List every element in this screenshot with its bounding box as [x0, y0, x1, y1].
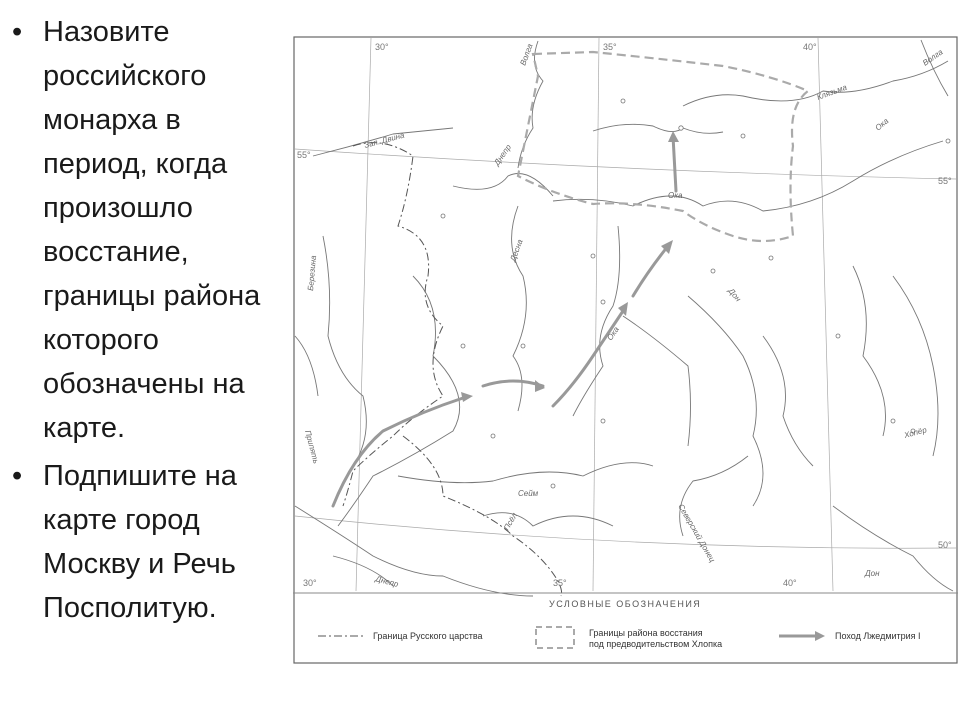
- legend-uprising-line: под предводительством Хлопка: [589, 639, 723, 649]
- bullet-icon: •: [12, 16, 23, 48]
- longitude-label: 40°: [803, 42, 817, 52]
- river-label: Десна: [508, 238, 525, 263]
- question-text: Назовите российского монарха в период, когда произошло восстание, границы района которого обозначены на карте.: [43, 16, 261, 444]
- river-label: Волга: [518, 42, 535, 67]
- legend-title: УСЛОВНЫЕ ОБОЗНАЧЕНИЯ: [549, 599, 702, 609]
- river-label: Припять: [303, 429, 321, 465]
- river-label: Ока: [873, 116, 891, 133]
- river-label: Сейм: [518, 489, 539, 498]
- river-label: Ока: [605, 325, 621, 343]
- longitude-label: 35°: [603, 42, 617, 52]
- bullet-icon: •: [12, 460, 23, 492]
- river-label: Днепр: [492, 142, 514, 168]
- river-label: Зап. Двина: [363, 130, 406, 150]
- river-label: Северский Донец: [676, 502, 717, 564]
- outline-map: [293, 36, 958, 664]
- latitude-label: 55°: [297, 150, 311, 160]
- river-label: Ока: [668, 191, 683, 200]
- longitude-label: 40°: [783, 578, 797, 588]
- latitude-label: 50°: [938, 540, 952, 550]
- river-label: Дон: [726, 286, 743, 304]
- river-label: Хопёр: [903, 425, 928, 440]
- latitude-label: 55°: [938, 176, 952, 186]
- river-label: Березина: [306, 255, 319, 292]
- river-label: Волга: [920, 47, 945, 68]
- question-text: Подпишите на карте город Москву и Речь Посполитую.: [43, 460, 237, 624]
- river-label: Днепр: [374, 574, 400, 589]
- legend-border-label: Граница Русского царства: [373, 631, 483, 641]
- map-frame: [294, 37, 957, 663]
- question-list: [8, 10, 278, 634]
- longitude-label: 35°: [553, 578, 567, 588]
- river-label: Дон: [865, 569, 880, 578]
- longitude-label: 30°: [375, 42, 389, 52]
- question-item: [8, 10, 278, 450]
- question-item: [8, 454, 278, 630]
- river-label: Клязьма: [815, 82, 849, 102]
- river-label: Псёл: [501, 511, 520, 532]
- legend-uprising-line: Границы района восстания: [589, 628, 703, 638]
- longitude-label: 30°: [303, 578, 317, 588]
- legend-uprising-label: [589, 628, 722, 649]
- legend-campaign-label: Поход Лжедмитрия I: [835, 631, 921, 641]
